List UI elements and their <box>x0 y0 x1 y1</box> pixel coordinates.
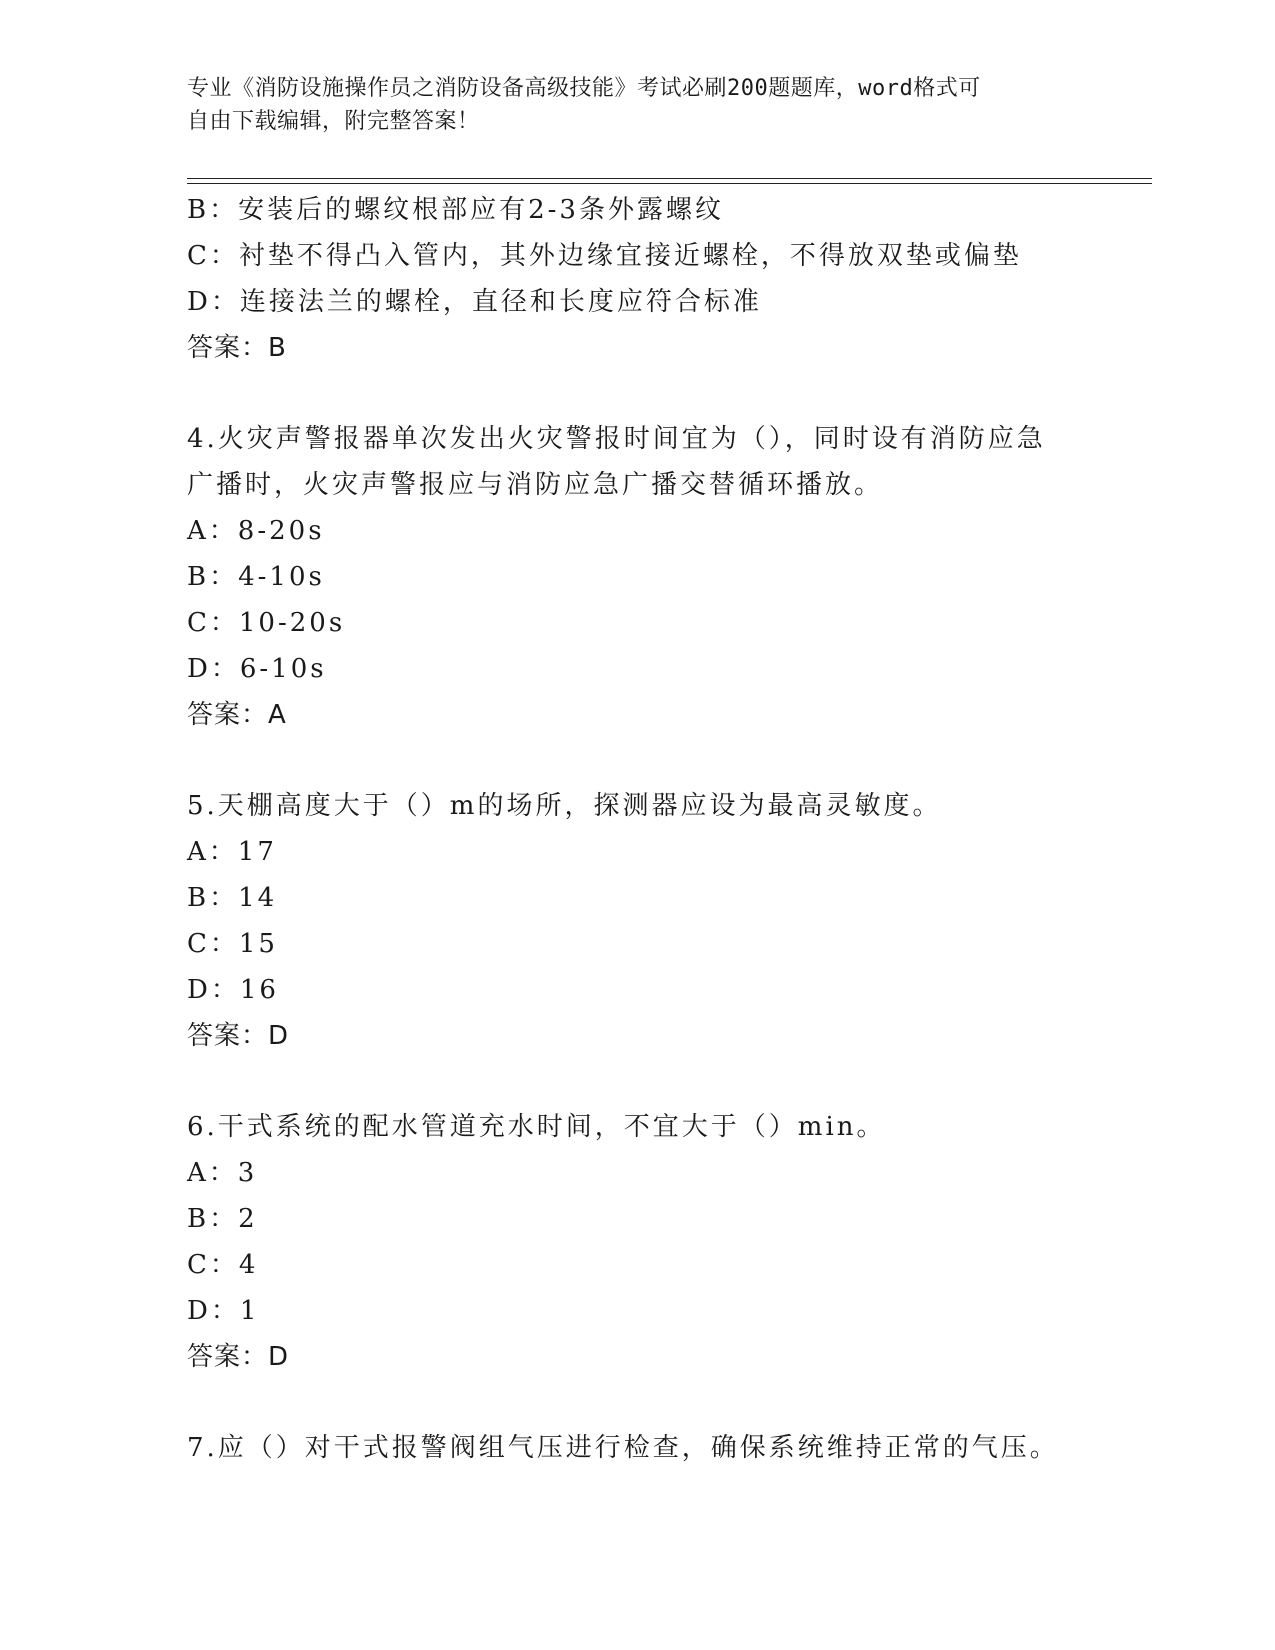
question-stem: 5.天棚高度大于（）m的场所，探测器应设为最高灵敏度。 <box>187 791 942 821</box>
option-d: D：连接法兰的螺栓，直径和长度应符合标准 <box>187 287 762 317</box>
question-stem: 6.干式系统的配水管道充水时间，不宜大于（）min。 <box>187 1112 886 1142</box>
header-divider-top <box>187 178 1152 179</box>
answer-line: 答案：A <box>187 700 287 730</box>
option-b: B：安装后的螺纹根部应有2-3条外露螺纹 <box>187 195 724 225</box>
option-c: C：衬垫不得凸入管内，其外边缘宜接近螺栓，不得放双垫或偏垫 <box>187 241 1022 271</box>
option-c: C：15 <box>187 929 278 959</box>
option-d: D：6-10s <box>187 654 327 684</box>
header-line-2: 自由下载编辑，附完整答案！ <box>187 109 480 134</box>
option-c: C：10-20s <box>187 608 346 638</box>
question-stem: 7.应（）对干式报警阀组气压进行检查，确保系统维持正常的气压。 <box>187 1433 1059 1463</box>
option-b: B：14 <box>187 883 278 913</box>
option-b: B：4-10s <box>187 562 325 592</box>
option-a: A：3 <box>187 1158 258 1188</box>
document-body <box>187 187 1147 1471</box>
option-d: D：1 <box>187 1296 260 1326</box>
answer-line: 答案：B <box>187 333 287 363</box>
option-d: D：16 <box>187 975 279 1005</box>
option-b: B：2 <box>187 1204 258 1234</box>
question-3-continued <box>187 187 1147 371</box>
question-stem: 4.火灾声警报器单次发出火灾警报时间宜为（），同时设有消防应急 <box>187 424 1046 454</box>
question-stem: 广播时，火灾声警报应与消防应急广播交替循环播放。 <box>187 470 884 500</box>
question-4 <box>187 416 1147 738</box>
option-c: C：4 <box>187 1250 259 1280</box>
option-a: A：17 <box>187 837 277 867</box>
answer-line: 答案：D <box>187 1342 290 1372</box>
answer-line: 答案：D <box>187 1021 290 1051</box>
document-header <box>187 72 1087 138</box>
question-6 <box>187 1104 1147 1380</box>
question-7 <box>187 1425 1147 1471</box>
header-line-1: 专业《消防设施操作员之消防设备高级技能》考试必刷200题题库，word格式可 <box>187 76 981 101</box>
option-a: A：8-20s <box>187 516 325 546</box>
header-divider-bottom <box>187 183 1152 184</box>
question-5 <box>187 783 1147 1059</box>
